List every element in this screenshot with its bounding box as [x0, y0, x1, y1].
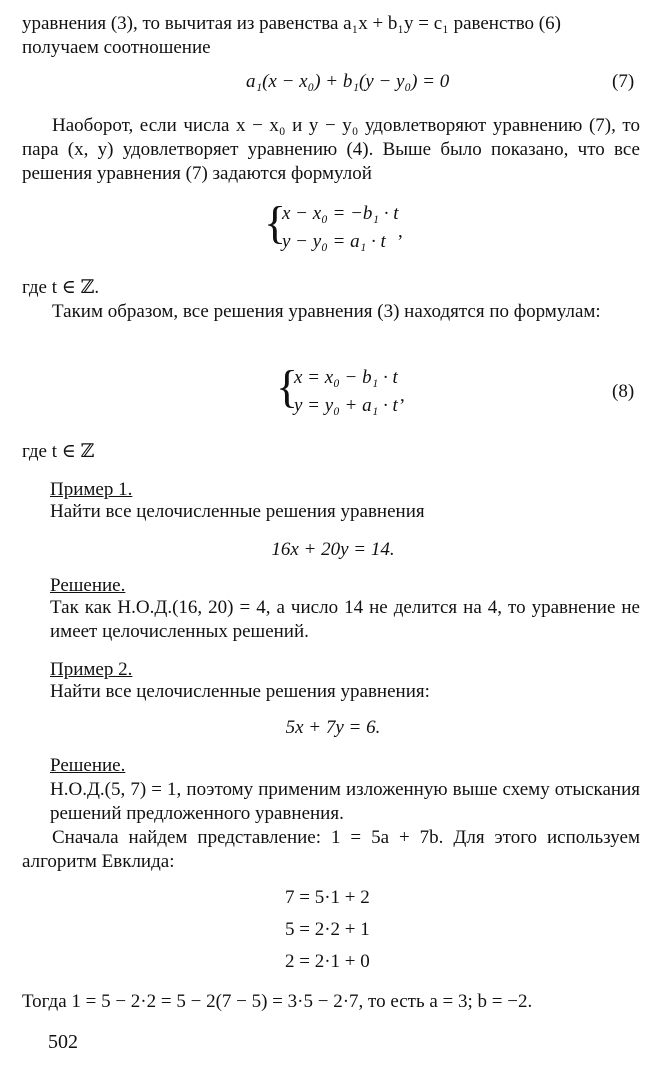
paragraph-thus: Таким образом, все решения уравнения (3) находятся по формулам:: [52, 301, 601, 322]
system-1-row-2: y − y₀ = a₁ · t: [282, 231, 386, 252]
equation-8-number: (8): [612, 381, 635, 402]
euclid-step-2: 5 = 2·2 + 1: [285, 919, 370, 940]
example-1-equation: 16x + 20y = 14.: [271, 539, 395, 560]
text-line-2: получаем соотношение: [22, 37, 211, 58]
system-2-row-1: x = x₀ − b₁ · t: [294, 367, 398, 388]
euclid-step-1: 7 = 5·1 + 2: [285, 887, 370, 908]
system-2-comma: ,: [400, 385, 405, 406]
example-2-equation: 5x + 7y = 6.: [285, 717, 381, 738]
example-2-title: Пример 2.: [50, 659, 133, 680]
example-2-task: Найти все целочисленные решения уравнения:: [50, 681, 430, 702]
solution-1-title: Решение.: [50, 575, 126, 596]
equation-7-number: (7): [612, 71, 635, 92]
system-1-brace: {: [264, 197, 287, 248]
paragraph-euclid: Сначала найдем представление: 1 = 5a + 7b. Для этого используем алгоритм Евклида:: [22, 827, 640, 872]
final-line: Тогда 1 = 5 − 2·2 = 5 − 2(7 − 5) = 3·5 − 2·7, то есть a = 3; b = −2.: [22, 991, 533, 1012]
system-1-row-1: x − x₀ = −b₁ · t: [282, 203, 399, 224]
text-line-1: уравнения (3), то вычитая из равенства a₁x + b₁y = c₁ равенство (6): [22, 13, 561, 34]
solution-1-text: Так как Н.О.Д.(16, 20) = 4, а число 14 не делится на 4, то уравнение не имеет целочисленных решений.: [50, 597, 640, 642]
where-line-1: где t ∈ ℤ.: [22, 277, 100, 298]
equation-7: a₁(x − x₀) + b₁(y − y₀) = 0: [246, 71, 450, 92]
page-number: 502: [48, 1031, 78, 1053]
system-2-row-2: y = y₀ + a₁ · t: [294, 395, 398, 416]
example-1-task: Найти все целочисленные решения уравнения: [50, 501, 425, 522]
paragraph-converse: Наоборот, если числа x − x₀ и y − y₀ удовлетворяют уравнению (7), то пара (x, y) удовлетворяет уравнению (4). Выше было показано, что все решения уравнения (7) задаются формулой: [22, 115, 640, 184]
where-line-2: где t ∈ ℤ: [22, 441, 95, 462]
euclid-step-3: 2 = 2·1 + 0: [285, 951, 370, 972]
system-2-brace: {: [276, 361, 299, 412]
system-1-comma: ,: [398, 221, 403, 242]
system-1: [264, 198, 414, 258]
solution-2-title: Решение.: [50, 755, 126, 776]
solution-2-text: Н.О.Д.(5, 7) = 1, поэтому применим изложенную выше схему отыскания решений предложенного уравнения.: [50, 779, 640, 824]
example-1-title: Пример 1.: [50, 479, 133, 500]
system-2: [276, 362, 426, 422]
